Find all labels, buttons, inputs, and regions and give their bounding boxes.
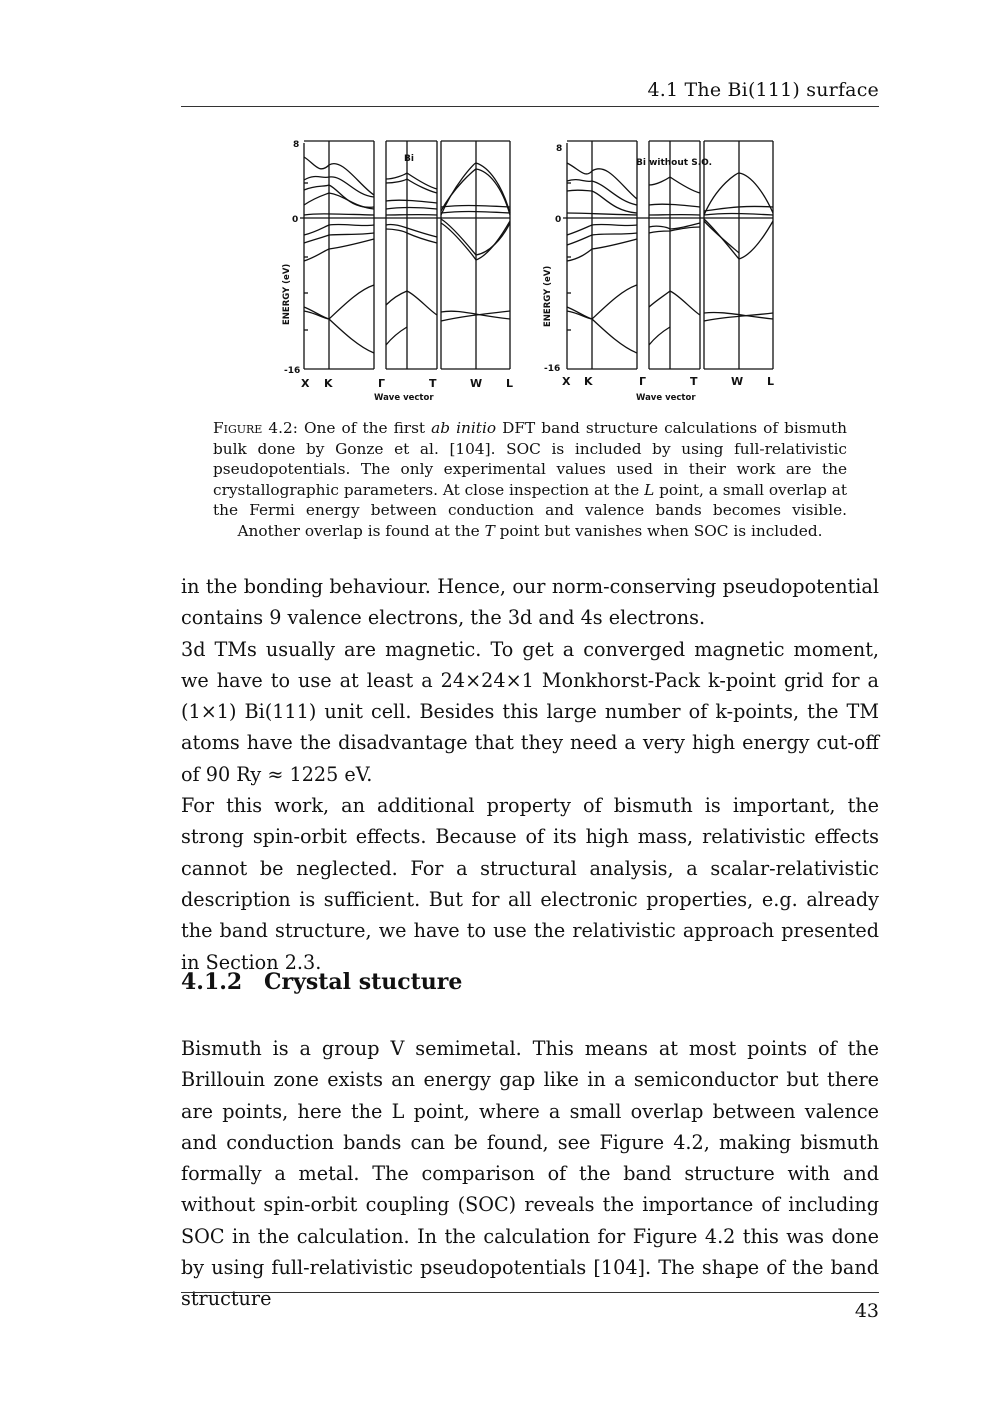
footer-rule xyxy=(181,1292,879,1293)
right-kpoint-W: W xyxy=(731,375,744,388)
left-kpoint-X: X xyxy=(301,377,310,390)
left-ytick-zero: 0 xyxy=(292,215,299,225)
caption-text-4: point but vanishes when SOC is included. xyxy=(499,521,823,540)
right-kpoint-T: T xyxy=(690,375,698,388)
body-paragraphs-bottom xyxy=(181,1033,879,1315)
body-paragraphs-top xyxy=(181,571,879,978)
left-kpoint-K: K xyxy=(324,377,333,390)
right-kpoint-L: L xyxy=(767,375,775,388)
figure-caption xyxy=(213,418,847,541)
left-panel-label: Bi xyxy=(404,154,414,164)
left-band-plot xyxy=(300,141,510,369)
paragraph-2: 3d TMs usually are magnetic. To get a converged magnetic moment, we have to use at least a 24×24×1 Monkhorst-Pack k-point grid for a (1×1) Bi(111) unit cell. Besides this large number of k-points, the TM atoms have the disadvantage that they need a very high energy cut-off of 90 Ry ≈ 1225 eV. xyxy=(181,637,879,786)
paragraph-1: in the bonding behaviour. Hence, our norm-conserving pseudopotential contains 9 valence electrons, the 3d and 4s electrons. xyxy=(181,575,879,630)
caption-italic-1: ab initio xyxy=(431,419,497,437)
left-ytick-top: 8 xyxy=(293,140,300,150)
right-ytick-bottom: -16 xyxy=(544,364,561,374)
running-header: 4.1 The Bi(111) surface xyxy=(647,79,879,101)
caption-text-1: One of the first xyxy=(303,419,426,437)
band-structure-figure xyxy=(274,135,789,405)
right-yaxis-label: ENERGY (eV) xyxy=(543,265,553,327)
right-ytick-top: 8 xyxy=(556,144,563,154)
left-kpoint-T: T xyxy=(429,377,437,390)
right-ytick-zero: 0 xyxy=(555,215,562,225)
page-number: 43 xyxy=(854,1300,879,1322)
left-kpoint-Gamma: Γ xyxy=(378,377,386,390)
paragraph-4: Bismuth is a group V semimetal. This means at most points of the Brillouin zone exists an energy gap like in a semiconductor but there are points, here the L point, where a small overlap between valence and conduction bands can be found, see Figure 4.2, making bismuth formally a metal. The comparison of the band structure with and without spin-orbit coupling (SOC) reveals the importance of including SOC in the calculation. In the calculation for Figure 4.2 this was done by using full-relativistic pseudopotentials [104]. The shape of the band structure xyxy=(181,1037,879,1311)
left-xaxis-label: Wave vector xyxy=(374,393,434,403)
right-band-plot xyxy=(563,141,773,369)
caption-italic-2: L xyxy=(644,480,655,499)
section-heading xyxy=(181,969,462,995)
right-kpoint-X: X xyxy=(562,375,571,388)
caption-italic-3: T xyxy=(484,521,495,540)
band-structure-svg xyxy=(274,135,789,405)
section-title: Crystal stucture xyxy=(264,969,463,995)
right-kpoint-K: K xyxy=(584,375,593,388)
left-kpoint-L: L xyxy=(506,377,514,390)
left-ytick-bottom: -16 xyxy=(284,366,301,376)
section-number: 4.1.2 xyxy=(181,969,243,995)
caption-text-2: DFT band structure calculations of bismuth bulk done by Gonze et al. [104]. SOC is included by using full-relativistic pseudopotentials. The only experimental values used in their work are the crystallographic parameters. At close inspection at the xyxy=(213,419,847,499)
header-rule xyxy=(181,106,879,107)
caption-text-3: point, a small overlap at the Fermi energy between conduction and valence bands becomes visible. Another overlap is found at the xyxy=(213,480,848,540)
right-kpoint-Gamma: Γ xyxy=(639,375,647,388)
paragraph-3: For this work, an additional property of bismuth is important, the strong spin-orbit effects. Because of its high mass, relativistic effects cannot be neglected. For a structural analysis, a scalar-relativistic description is sufficient. But for all electronic properties, e.g. already the band structure, we have to use the relativistic approach presented in Section 2.3. xyxy=(181,794,879,974)
left-kpoint-W: W xyxy=(470,377,483,390)
left-yaxis-label: ENERGY (eV) xyxy=(282,263,292,325)
caption-label: Figure 4.2: xyxy=(213,419,298,437)
right-panel-label: Bi without S.O. xyxy=(636,158,712,168)
right-xaxis-label: Wave vector xyxy=(636,393,696,403)
